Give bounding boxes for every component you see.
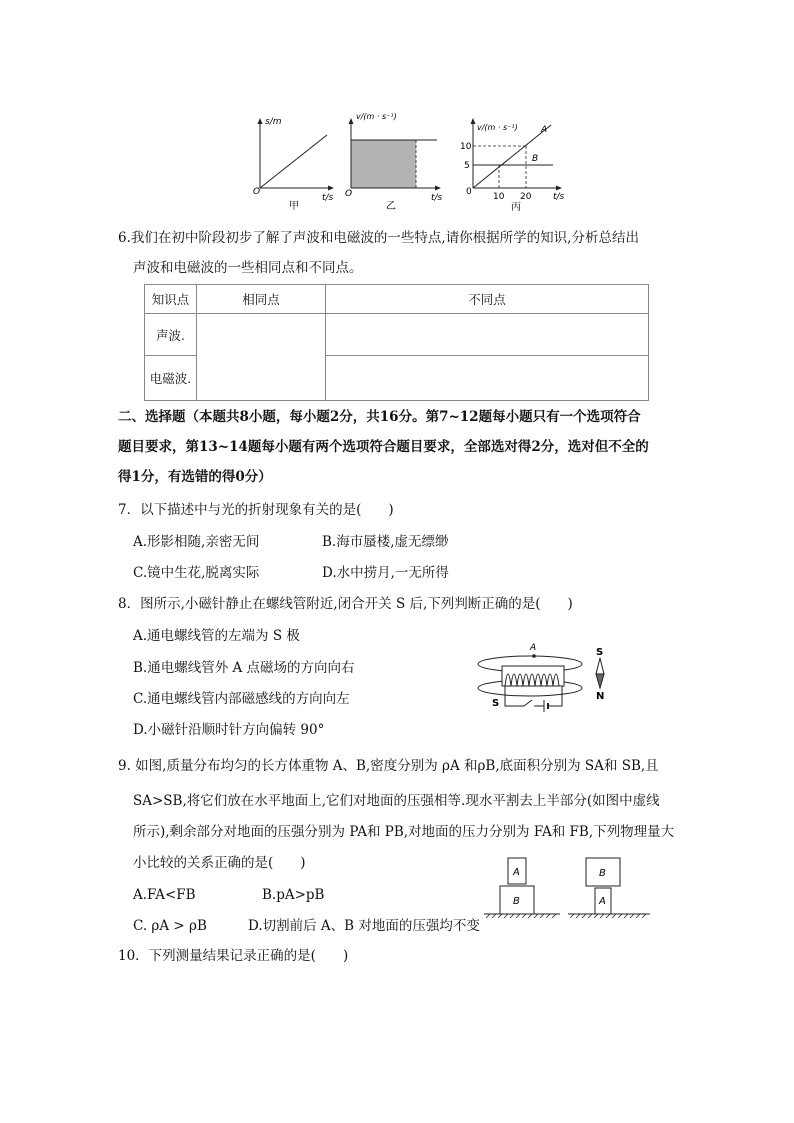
graph-jia	[253, 117, 334, 212]
q9-option-d: D.切割前后 A、B 对地面的压强均不变	[248, 918, 480, 934]
graph-bing-ytick-5: 5	[464, 161, 470, 171]
q9-option-c: C. ρA > ρB	[133, 918, 207, 934]
q9-right-stack	[568, 858, 650, 918]
q6-table	[144, 284, 649, 401]
q6-table-em-diff-cell	[326, 356, 649, 401]
section2-line2: 题目要求，第13~14题每小题有两个选项符合题目要求，全部选对得2分，选对但不全的	[118, 439, 649, 455]
q9-line4: 小比较的关系正确的是( )	[133, 855, 306, 871]
q9-option-b: B.pA>pB	[262, 887, 325, 903]
graph-yi-caption: 乙	[386, 201, 396, 212]
q8-solenoid-figure	[472, 636, 622, 722]
q8-switch-label: S	[492, 698, 500, 709]
q9-left-label-a: A	[513, 867, 520, 878]
q8-needle	[596, 658, 604, 674]
q6-table-same-cell	[197, 314, 326, 401]
q6-table-header-same: 相同点	[197, 285, 326, 314]
graph-yi-shaded-area	[351, 140, 416, 188]
q8-option-b: B.通电螺线管外 A 点磁场的方向向右	[133, 660, 355, 676]
q9-left-label-b: B	[513, 896, 520, 907]
q7-option-b: B.海市蜃楼,虚无缥缈	[322, 534, 449, 550]
graph-yi	[345, 112, 443, 212]
q6-table-header-topic: 知识点	[145, 285, 197, 314]
graph-bing-label-a: A	[541, 125, 548, 135]
q6-text-line1: 6.我们在初中阶段初步了解了声波和电磁波的一些特点,请你根据所学的知识,分析总结出	[118, 230, 639, 246]
q8-needle-n-label: N	[596, 691, 605, 702]
q6-table-header-diff: 不同点	[326, 285, 649, 314]
q7-option-d: D.水中捞月,一无所得	[322, 565, 449, 581]
graph-jia-line	[260, 135, 327, 188]
graph-bing-ytick-10: 10	[460, 142, 472, 152]
q6-table-sound-diff-cell	[326, 314, 649, 356]
section2-line3: 得1分，有选错的得0分）	[118, 469, 272, 485]
section2-line1: 二、选择题（本题共8小题，每小题2分，共16分。第7~12题每小题只有一个选项符合	[118, 409, 641, 425]
graph-bing-ylabel: v/(m · s⁻¹)	[477, 123, 518, 132]
q9-blocks-figure	[482, 856, 654, 926]
q8-option-a: A.通电螺线管的左端为 S 极	[133, 628, 300, 644]
graph-yi-ylabel: v/(m · s⁻¹)	[356, 112, 397, 121]
q8-point-a-label: A	[530, 643, 537, 653]
q9-line2: SA>SB,将它们放在水平地面上,它们对地面的压强相等.现水平割去上半部分(如图中虚线	[133, 793, 660, 809]
graph-bing-line-a	[473, 125, 551, 188]
q9-right-label-b: B	[599, 868, 606, 879]
graph-yi-origin: O	[345, 189, 353, 199]
q9-right-label-a: A	[599, 896, 606, 907]
graph-bing-xlabel: t/s	[553, 192, 565, 202]
q7-option-a: A.形影相随,亲密无间	[133, 534, 260, 550]
q8-needle-s-label: S	[596, 647, 604, 658]
q8-switch	[524, 700, 532, 706]
q6-table-row-em: 电磁波.	[145, 356, 197, 401]
q8-option-d: D.小磁针沿顺时针方向偏转 90°	[133, 722, 325, 738]
q8-stem: 8．图所示,小磁针静止在螺线管附近,闭合开关 S 后,下列判断正确的是( )	[118, 596, 573, 612]
graph-bing-xtick-20: 20	[520, 192, 532, 202]
graph-yi-xlabel: t/s	[431, 193, 443, 203]
graph-bing-label-b: B	[532, 154, 539, 164]
graph-bing	[460, 118, 565, 213]
q10-stem: 10．下列测量结果记录正确的是( )	[118, 948, 349, 964]
q7-stem: 7．以下描述中与光的折射现象有关的是( )	[118, 502, 394, 518]
graph-bing-caption: 丙	[511, 202, 521, 213]
graph-jia-xlabel: t/s	[322, 193, 334, 203]
graph-bing-xtick-10: 10	[493, 192, 505, 202]
graph-bing-origin: 0	[466, 187, 472, 197]
graphs-figure	[245, 110, 575, 215]
q9-left-stack	[484, 858, 560, 918]
q8-point-a	[532, 654, 536, 658]
q6-table-row-sound: 声波.	[145, 314, 197, 356]
q9-option-a: A.FA<FB	[133, 887, 196, 903]
q7-option-c: C.镜中生花,脱离实际	[133, 565, 260, 581]
q6-text-line2: 声波和电磁波的一些相同点和不同点。	[133, 260, 363, 276]
q9-line1: 9. 如图,质量分布均匀的长方体重物 A、B,密度分别为 ρA 和ρB,底面积分别为 SA和 SB,且	[118, 758, 659, 774]
graph-jia-caption: 甲	[289, 201, 299, 212]
graph-jia-origin: O	[253, 187, 261, 197]
q8-option-c: C.通电螺线管内部磁感线的方向向左	[133, 691, 350, 707]
q9-line3: 所示),剩余部分对地面的压强分别为 PA和 PB,对地面的压力分别为 FA和 FB,下列物理量大	[133, 824, 675, 840]
graph-jia-ylabel: s/m	[265, 117, 282, 127]
